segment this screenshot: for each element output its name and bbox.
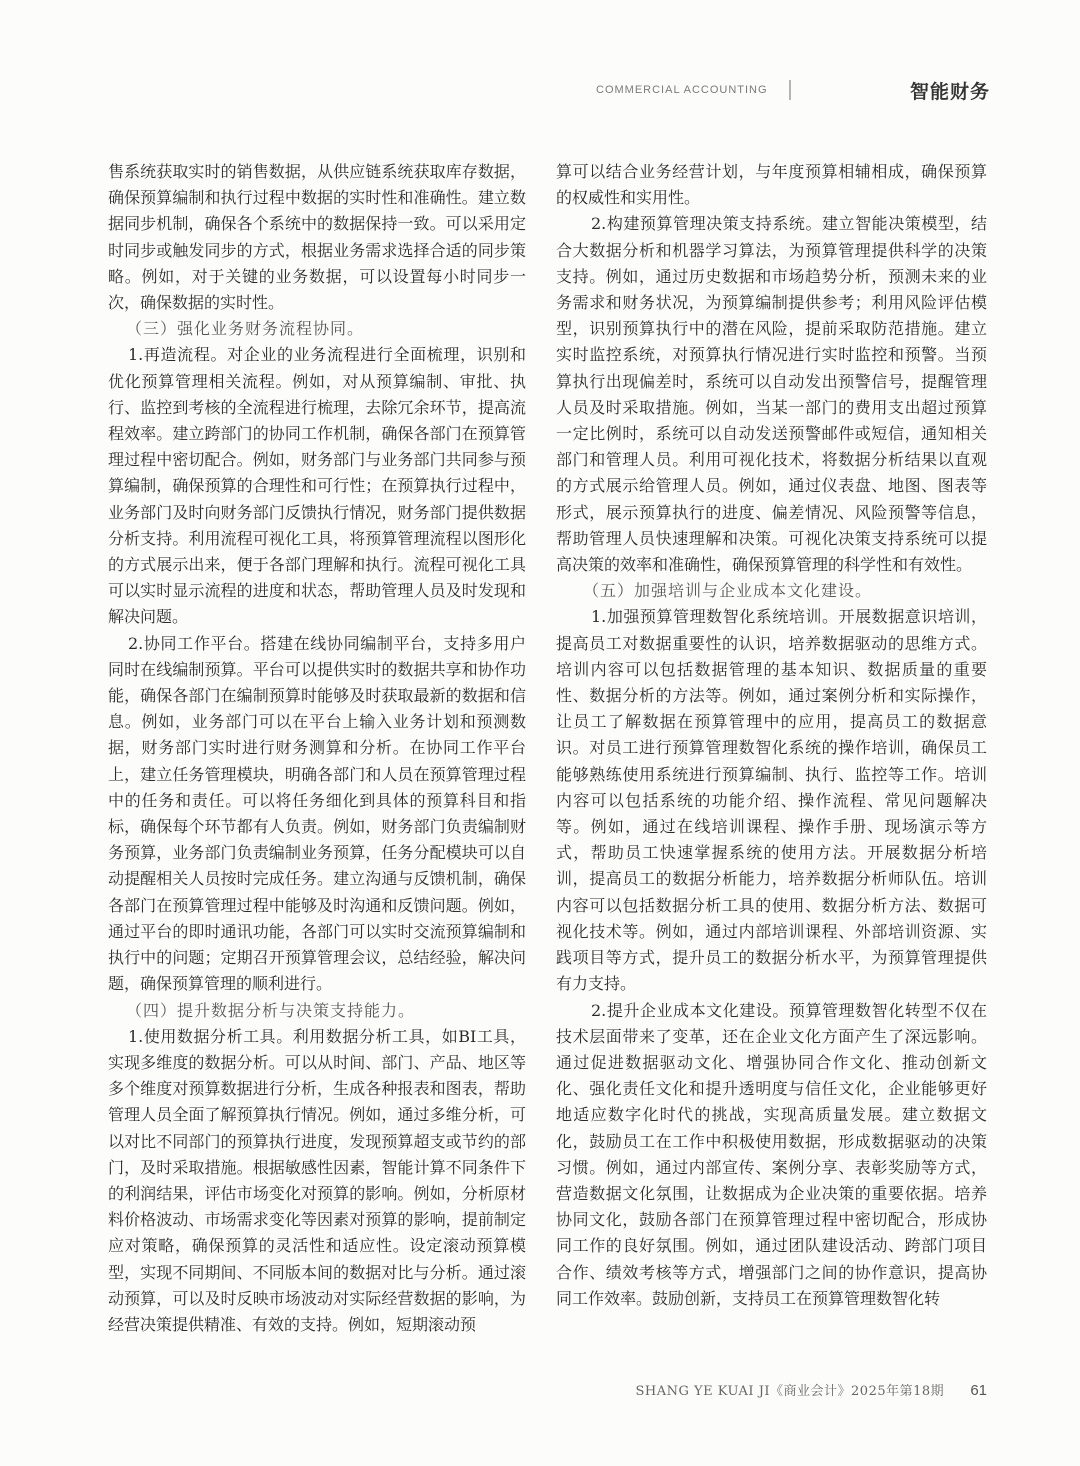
left-column: [108, 159, 526, 1371]
paragraph: 1.使用数据分析工具。利用数据分析工具，如BI工具，实现多维度的数据分析。可以从时间、部门、产品、地区等多个维度对预算数据进行分析，生成各种报表和图表，帮助管理人员全面了解预算执行情况。例如，通过多维分析，可以对比不同部门的预算执行进度，发现预算超支或节约的部门，及时采取措施。根据敏感性因素，智能计算不同条件下的利润结果，评估市场变化对预算的影响。例如，分析原材料价格波动、市场需求变化等因素对预算的影响，提前制定应对策略，确保预算的灵活性和适应性。设定滚动预算模型，实现不同期间、不同版本间的数据对比与分析。通过滚动预算，可以及时反映市场波动对实际经营数据的影响，为经营决策提供精准、有效的支持。例如，短期滚动预: [108, 1026, 526, 1334]
paragraph: 2.构建预算管理决策支持系统。建立智能决策模型，结合大数据分析和机器学习算法，为预算管理提供科学的决策支持。例如，通过历史数据和市场趋势分析，预测未来的业务需求和财务状况，为预算编制提供参考；利用风险评估模型，识别预算执行中的潜在风险，提前采取防范措施。建立实时监控系统，对预算执行情况进行实时监控和预警。当预算执行出现偏差时，系统可以自动发出预警信号，提醒管理人员及时采取措施。例如，当某一部门的费用支出超过预算一定比例时，系统可以自动发送预警邮件或短信，通知相关部门和管理人员。利用可视化技术，将数据分析结果以直观的方式展示给管理人员。例如，通过仪表盘、地图、图表等形式，展示预算执行的进度、偏差情况、风险预警等信息，帮助管理人员快速理解和决策。可视化决策支持系统可以提高决策的效率和准确性，确保预算管理的科学性和有效性。: [556, 214, 987, 575]
page-footer: [636, 1380, 988, 1399]
section-heading: （五）加强培训与企业成本文化建设。: [583, 581, 873, 601]
paragraph: 1.再造流程。对企业的业务流程进行全面梳理，识别和优化预算管理相关流程。例如，对从预算编制、审批、执行、监控到考核的全流程进行梳理，去除冗余环节，提高流程效率。建立跨部门的协同工作机制，确保各部门在预算管理过程中密切配合。例如，财务部门与业务部门共同参与预算编制，确保预算的合理性和可行性；在预算执行过程中，业务部门及时向财务部门反馈执行情况，财务部门提供数据分析支持。利用流程可视化工具，将预算管理流程以图形化的方式展示出来，便于各部门理解和执行。流程可视化工具可以实时显示流程的进度和状态，帮助管理人员及时发现和解决问题。: [108, 345, 526, 627]
journal-english-title: COMMERCIAL ACCOUNTING: [596, 84, 768, 96]
paragraph-continuation: 算可以结合业务经营计划，与年度预算相辅相成，确保预算的权威性和实用性。: [556, 162, 987, 208]
section-heading: （三）强化业务财务流程协同。: [126, 319, 365, 339]
right-column: [556, 159, 987, 1371]
paragraph: 1.加强预算管理数智化系统培训。开展数据意识培训，提高员工对数据重要性的认识，培养数据驱动的思维方式。培训内容可以包括数据管理的基本知识、数据质量的重要性、数据分析的方法等。例如，通过案例分析和实际操作，让员工了解数据在预算管理中的应用，提高员工的数据意识。对员工进行预算管理数智化系统的操作培训，确保员工能够熟练使用系统进行预算编制、执行、监控等工作。培训内容可以包括系统的功能介绍、操作流程、常见问题解决等。例如，通过在线培训课程、操作手册、现场演示等方式，帮助员工快速掌握系统的使用方法。开展数据分析培训，提高员工的数据分析能力，培养数据分析师队伍。培训内容可以包括数据分析工具的使用、数据分析方法、数据可视化技术等。例如，通过内部培训课程、外部培训资源、实践项目等方式，提升员工的数据分析水平，为预算管理提供有力支持。: [556, 607, 987, 994]
footer-journal-issue: SHANG YE KUAI JI《商业会计》2025年第18期: [635, 1384, 945, 1399]
page-number: 61: [970, 1382, 987, 1399]
section-title: 智能财务: [910, 81, 991, 103]
paragraph: 2.提升企业成本文化建设。预算管理数智化转型不仅在技术层面带来了变革，还在企业文化方面产生了深远影响。通过促进数据驱动文化、增强协同合作文化、推动创新文化、强化责任文化和提升透明度与信任文化，企业能够更好地适应数字化时代的挑战，实现高质量发展。建立数据文化，鼓励员工在工作中积极使用数据，形成数据驱动的决策习惯。例如，通过内部宣传、案例分享、表彰奖励等方式，营造数据文化氛围，让数据成为企业决策的重要依据。培养协同文化，鼓励各部门在预算管理过程中密切配合，形成协同工作的良好氛围。例如，通过团队建设活动、跨部门项目合作、绩效考核等方式，增强部门之间的协作意识，提高协同工作效率。鼓励创新，支持员工在预算管理数智化转: [556, 1000, 987, 1308]
paragraph-continuation: 售系统获取实时的销售数据，从供应链系统获取库存数据，确保预算编制和执行过程中数据的实时性和准确性。建立数据同步机制，确保各个系统中的数据保持一致。可以采用定时同步或触发同步的方式，根据业务需求选择合适的同步策略。例如，对于关键的业务数据，可以设置每小时同步一次，确保数据的实时性。: [108, 162, 526, 313]
section-heading: （四）提升数据分析与决策支持能力。: [126, 1000, 416, 1020]
header-divider: [789, 80, 791, 100]
paragraph: 2.协同工作平台。搭建在线协同编制平台，支持多用户同时在线编制预算。平台可以提供实时的数据共享和协作功能，确保各部门在编制预算时能够及时获取最新的数据和信息。例如，业务部门可以在平台上输入业务计划和预测数据，财务部门实时进行财务测算和分析。在协同工作平台上，建立任务管理模块，明确各部门和人员在预算管理过程中的任务和责任。可以将任务细化到具体的预算科目和指标，确保每个环节都有人负责。例如，财务部门负责编制财务预算，业务部门负责编制业务预算，任务分配模块可以自动提醒相关人员按时完成任务。建立沟通与反馈机制，确保各部门在预算管理过程中能够及时沟通和反馈问题。例如，通过平台的即时通讯功能，各部门可以实时交流预算编制和执行中的问题；定期召开预算管理会议，总结经验，解决问题，确保预算管理的顺利进行。: [108, 633, 526, 994]
